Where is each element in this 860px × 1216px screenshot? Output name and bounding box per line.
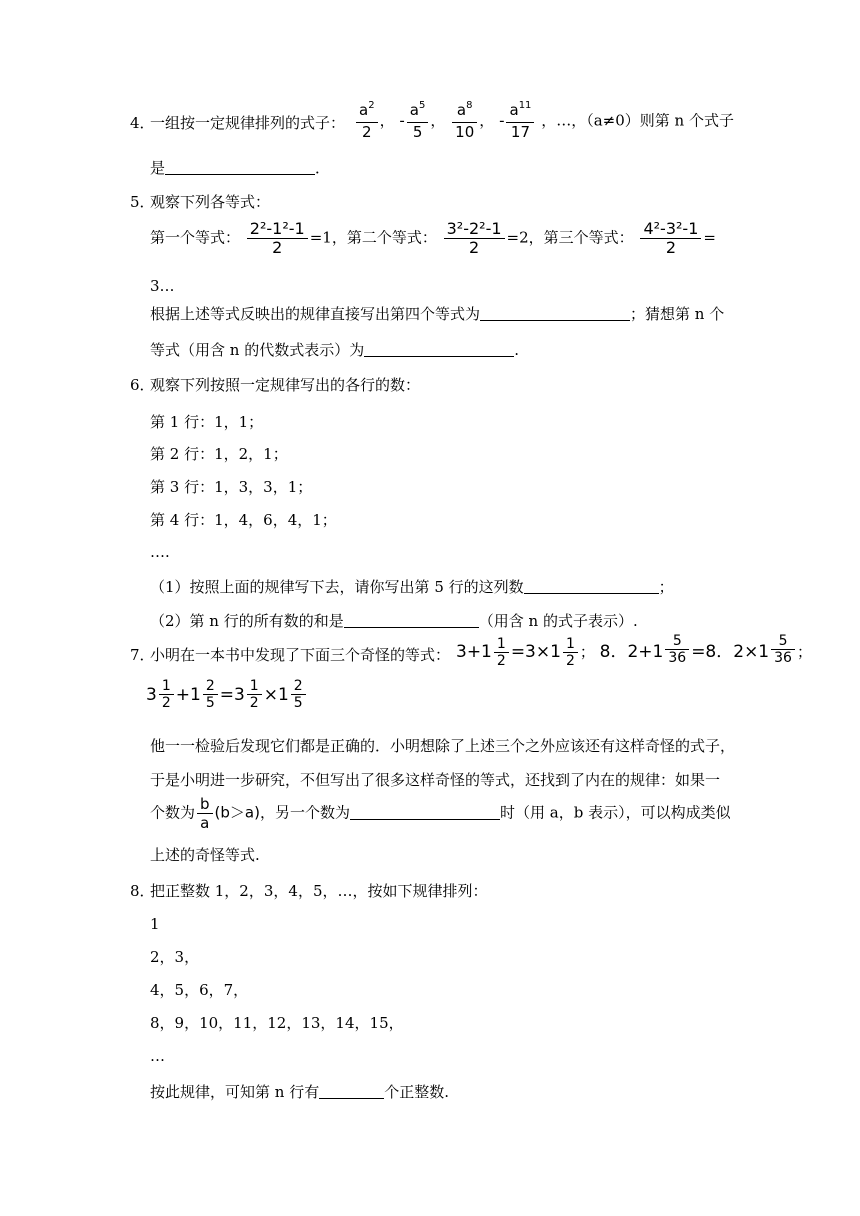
q7-number: 7． — [130, 646, 155, 664]
q6-number: 6． — [130, 376, 155, 394]
q8-row-4: 8，9，10，11，12，13，14，15， — [150, 1014, 404, 1032]
q4-expression: $\frac{a^2}{2}$ ， - $\frac{a^5}{5}$ ， $\frac{a^8}{10}$ ， - $\frac{a^{11}}{17}$ ，…，（a≠0）则第 n 个式子 — [354, 101, 734, 141]
q7-b-over-a: $\frac{b}{a}$ — [197, 795, 213, 832]
q5-eq3: $\frac{\text{4²-3²-1}}{2}$ — [640, 220, 701, 257]
q5-line5: 等式（用含 n 的代数式表示）为 . — [150, 341, 519, 359]
q7-equations-line1: 3+1 $\frac{1}{2}$ =3×1 $\frac{1}{2}$ ； 8．2+1 $\frac{5}{36}$ =8．2×1 $\frac{5}{36}$ ； — [456, 633, 812, 669]
q6-row-3: 第 3 行：1，3，3，1； — [150, 478, 313, 496]
q5-lead: 观察下列各等式： — [150, 193, 271, 211]
q4-term-1: $\frac{a^2}{2}$ — [356, 101, 378, 141]
q8-row-1: 1 — [150, 915, 160, 933]
q4-term-2: $\frac{a^5}{5}$ — [407, 101, 429, 141]
q8-row-2: 2，3， — [150, 948, 200, 966]
q7-line4: 于是小明进一步研究，不但写出了很多这样奇怪的等式，还找到了内在的规律：如果一 — [150, 771, 721, 789]
q5-number: 5． — [130, 193, 155, 211]
q6-lead: 观察下列按照一定规律写出的各行的数： — [150, 376, 421, 394]
q4-answer-blank[interactable] — [165, 160, 315, 175]
q7-line3: 他一一检验后发现它们都是正确的．小明想除了上述三个之外应该还有这样奇怪的式子， — [150, 737, 736, 755]
q4-number: 4． — [130, 114, 155, 132]
q7-eq2: 8．2+1 $\frac{5}{36}$ =8．2×1 $\frac{5}{36}$ — [600, 633, 797, 666]
q6-row-1: 第 1 行：1，1； — [150, 413, 264, 431]
q6-row-4: 第 4 行：1，4，6，4，1； — [150, 511, 337, 529]
q7-equations-line2 — [146, 678, 308, 711]
q8-lead: 把正整数 1，2，3，4，5，…，按如下规律排列： — [150, 882, 488, 900]
q7-eq1: 3+1 $\frac{1}{2}$ =3×1 $\frac{1}{2}$ — [456, 636, 580, 669]
q7-line5: 个数为 $\frac{b}{a}$ (b＞a)，另一个数为 时（用 a，b 表示），可以构成类似 — [150, 795, 731, 832]
q4-term-4: $\frac{a^{11}}{17}$ — [506, 101, 534, 141]
q5-eq2: $\frac{\text{3²-2²-1}}{2}$ — [444, 220, 505, 257]
q5-eq1: $\frac{\text{2²-1²-1}}{2}$ — [247, 220, 308, 257]
q7-line6: 上述的奇怪等式. — [150, 846, 260, 864]
q4-lead: 一组按一定规律排列的式子： — [150, 114, 346, 132]
q6-sum-blank[interactable] — [344, 613, 479, 628]
q6-part2: （2）第 n 行的所有数的和是 （用含 n 的式子表示）. — [150, 612, 638, 630]
q7-lead: 小明在一本书中发现了下面三个奇怪的等式： — [150, 646, 451, 664]
q8-last: 按此规律，可知第 n 行有 个正整数. — [150, 1083, 449, 1101]
q4-line2: 是 ． — [150, 159, 331, 177]
q4-term-3: $\frac{a^8}{10}$ — [452, 101, 477, 141]
q5-equations: 第一个等式： $\frac{\text{2²-1²-1}}{2}$ =1，第二个等式： $\frac{\text{3²-2²-1}}{2}$ =2，第三个等式： $\frac{\text{4²-3²-1}}{2}$ = — [150, 219, 716, 257]
q5-line4: 根据上述等式反映出的规律直接写出第四个等式为 ；猜想第 n 个 — [150, 305, 725, 323]
q6-part1: （1）按照上面的规律写下去，请你写出第 5 行的这列数 ； — [150, 578, 674, 596]
q5-nth-equation-blank[interactable] — [364, 342, 514, 357]
q7-eq3: 3 $\frac{1}{2}$ +1 $\frac{2}{5}$ =3 $\frac{1}{2}$ ×1 $\frac{2}{5}$ — [146, 678, 308, 711]
q7-other-number-blank[interactable] — [350, 805, 500, 820]
q8-row-3: 4，5，6，7， — [150, 981, 249, 999]
q6-row5-blank[interactable] — [524, 579, 659, 594]
q8-row-ellipsis: … — [150, 1047, 165, 1065]
q6-row-2: 第 2 行：1，2，1； — [150, 445, 288, 463]
q5-line3: 3… — [150, 277, 175, 295]
q8-number: 8． — [130, 882, 155, 900]
q6-row-ellipsis: …. — [150, 543, 170, 561]
q5-fourth-equation-blank[interactable] — [480, 306, 630, 321]
q8-count-blank[interactable] — [319, 1084, 384, 1099]
